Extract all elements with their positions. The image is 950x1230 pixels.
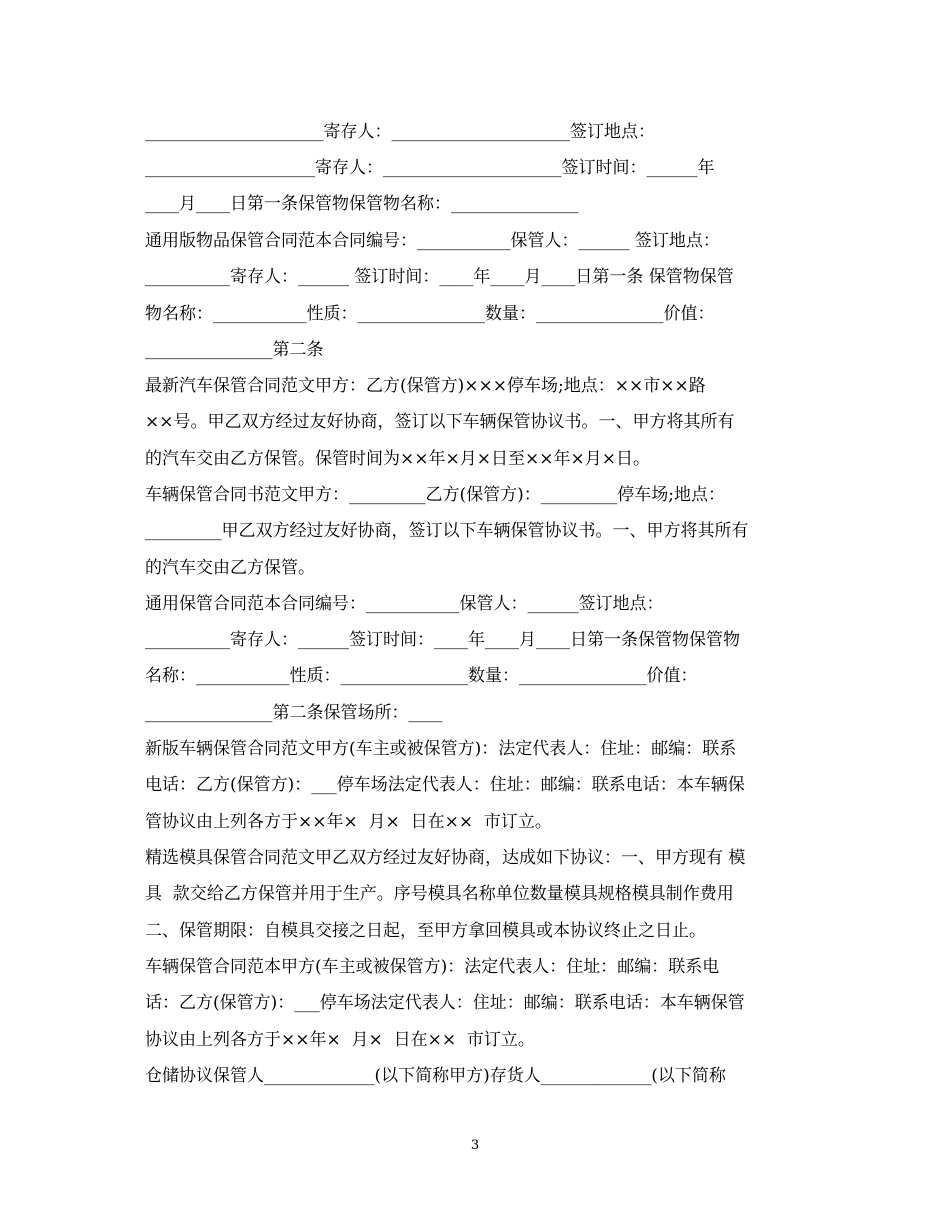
text-line: 车辆保管合同书范文甲方：_________乙方(保管方)：_________停车场;地点：	[145, 485, 725, 505]
text-line: 的汽车交由乙方保管。保管时间为××年×月×日至××年×月×日。	[145, 449, 650, 469]
text-line: 名称：___________性质：_______________数量：_______________价值：	[145, 666, 698, 686]
text-line: __________寄存人：______签订时间：____年____月____日第一条保管物保管物	[145, 630, 740, 650]
text-line: 车辆保管合同范本甲方(车主或被保管方)：法定代表人：住址：邮编：联系电	[145, 957, 720, 977]
text-line: __________寄存人：______ 签订时间：____年____月____日第一条 保管物保管	[145, 267, 734, 287]
text-line: 管协议由上列各方于××年× 月× 日在×× 市订立。	[145, 812, 552, 832]
text-line: 电话：乙方(保管方)：___停车场法定代表人：住址：邮编：联系电话：本车辆保	[145, 775, 745, 795]
text-line: _____________________寄存人：_____________________签订地点：	[145, 122, 655, 142]
text-line: 协议由上列各方于××年× 月× 日在×× 市订立。	[145, 1030, 535, 1050]
text-line: _________甲乙双方经过友好协商，签订以下车辆保管协议书。一、甲方将其所有	[145, 521, 749, 541]
text-line: ××号。甲乙双方经过友好协商，签订以下车辆保管协议书。一、甲方将其所有	[145, 412, 735, 432]
text-line: 最新汽车保管合同范文甲方：乙方(保管方)×××停车场;地点：××市××路	[145, 376, 706, 396]
text-line: 话：乙方(保管方)：___停车场法定代表人：住址：邮编：联系电话：本车辆保管	[145, 993, 745, 1013]
text-line: _______________第二条	[145, 340, 324, 360]
text-line: 二、保管期限：自模具交接之日起，至甲方拿回模具或本协议终止之日止。	[145, 921, 706, 941]
text-line: 仓储协议保管人_____________(以下简称甲方)存货人_____________(以下简称	[145, 1066, 726, 1086]
text-line: ____________________寄存人：_____________________签订时间：______年	[145, 158, 715, 178]
text-line: 的汽车交由乙方保管。	[145, 558, 315, 578]
text-line: 通用保管合同范本合同编号：___________保管人：______签订地点：	[145, 594, 664, 614]
text-line: 新版车辆保管合同范文甲方(车主或被保管方)：法定代表人：住址：邮编：联系	[145, 739, 737, 759]
text-line: 精选模具保管合同范文甲乙双方经过友好协商，达成如下协议：一、甲方现有 模	[145, 848, 746, 868]
text-line: 物名称：___________性质：_______________数量：_______________价值：	[145, 304, 715, 324]
text-line: ____月____日第一条保管物保管物名称：_______________	[145, 194, 579, 214]
text-line: 通用版物品保管合同范本合同编号：___________保管人：______ 签订地点：	[145, 231, 720, 251]
text-line: 具 款交给乙方保管并用于生产。序号模具名称单位数量模具规格模具制作费用	[145, 884, 734, 904]
page-number: 3	[470, 1138, 480, 1153]
text-line: _______________第二条保管场所：____	[145, 703, 443, 723]
